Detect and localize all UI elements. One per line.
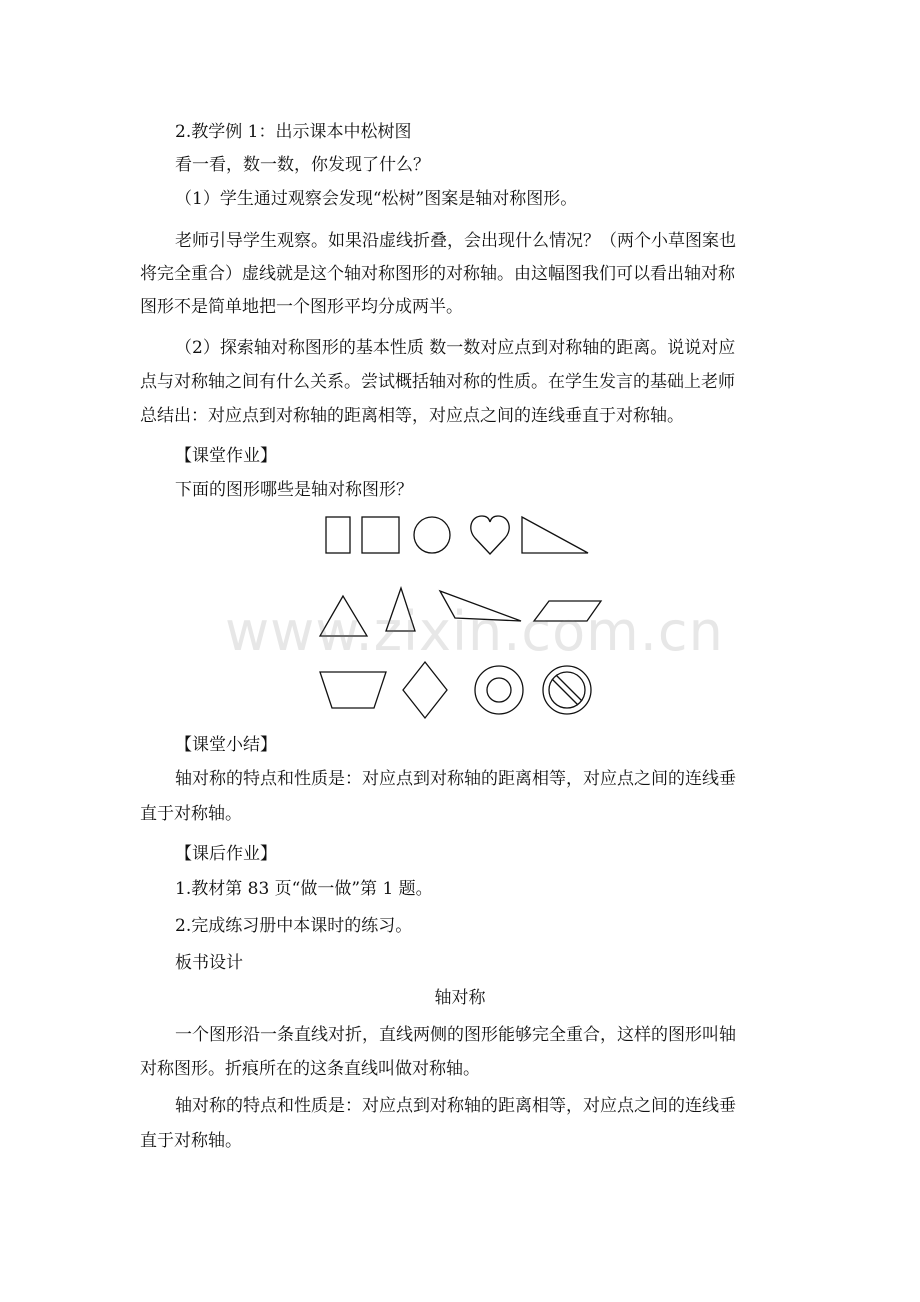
homework-item-2: 2.完成练习册中本课时的练习。 — [175, 916, 413, 936]
paragraph-guide-line-1: 老师引导学生观察。如果沿虚线折叠，会出现什么情况？（两个小草图案也 — [175, 231, 736, 251]
paragraph-question: 看一看，数一数，你发现了什么？ — [175, 155, 430, 175]
paragraph-observation-1: （1）学生通过观察会发现“松树”图案是轴对称图形。 — [175, 189, 578, 209]
rectangle-icon — [326, 517, 350, 553]
rhombus-icon — [403, 662, 447, 718]
paragraph-classwork-question: 下面的图形哪些是轴对称图形？ — [175, 480, 413, 500]
paragraph-example-title: 2.教学例 1：出示课本中松树图 — [175, 122, 412, 142]
paragraph-explore-line-3: 总结出：对应点到对称轴的距离相等，对应点之间的连线垂直于对称轴。 — [140, 406, 684, 426]
ring-inner-circle — [487, 678, 511, 702]
no-sign-icon — [543, 666, 591, 714]
board-title: 轴对称 — [434, 988, 486, 1008]
heading-board-design: 板书设计 — [175, 953, 243, 973]
circle-icon — [414, 517, 450, 553]
homework-item-1: 1.教材第 83 页“做一做”第 1 题。 — [175, 879, 433, 899]
heart-icon — [471, 516, 509, 554]
watermark: www.zixin.com.cn — [225, 600, 724, 663]
board-definition-line-2: 对称图形。折痕所在的这条直线叫做对称轴。 — [140, 1059, 480, 1079]
right-triangle-icon — [522, 517, 588, 553]
paragraph-explore-line-2: 点与对称轴之间有什么关系。尝试概括轴对称的性质。在学生发言的基础上老师 — [140, 372, 735, 392]
heading-classwork: 【课堂作业】 — [175, 446, 277, 466]
square-icon — [362, 517, 399, 553]
trapezoid-icon — [320, 672, 386, 708]
heading-class-summary: 【课堂小结】 — [175, 735, 277, 755]
ring-icon — [475, 666, 523, 714]
board-property-line-2: 直于对称轴。 — [140, 1131, 242, 1151]
heading-homework: 【课后作业】 — [175, 844, 277, 864]
board-property-line-1: 轴对称的特点和性质是：对应点到对称轴的距离相等，对应点之间的连线垂 — [175, 1096, 736, 1116]
paragraph-guide-line-2: 将完全重合）虚线就是这个轴对称图形的对称轴。由这幅图我们可以看出轴对称 — [140, 264, 735, 284]
paragraph-summary-line-2: 直于对称轴。 — [140, 804, 242, 824]
paragraph-summary-line-1: 轴对称的特点和性质是：对应点到对称轴的距离相等，对应点之间的连线垂 — [175, 769, 736, 789]
paragraph-guide-line-3: 图形不是简单地把一个图形平均分成两半。 — [140, 297, 463, 317]
paragraph-explore-line-1: （2）探索轴对称图形的基本性质 数一数对应点到对称轴的距离。说说对应 — [175, 338, 736, 358]
board-definition-line-1: 一个图形沿一条直线对折，直线两侧的图形能够完全重合，这样的图形叫轴 — [175, 1025, 736, 1045]
